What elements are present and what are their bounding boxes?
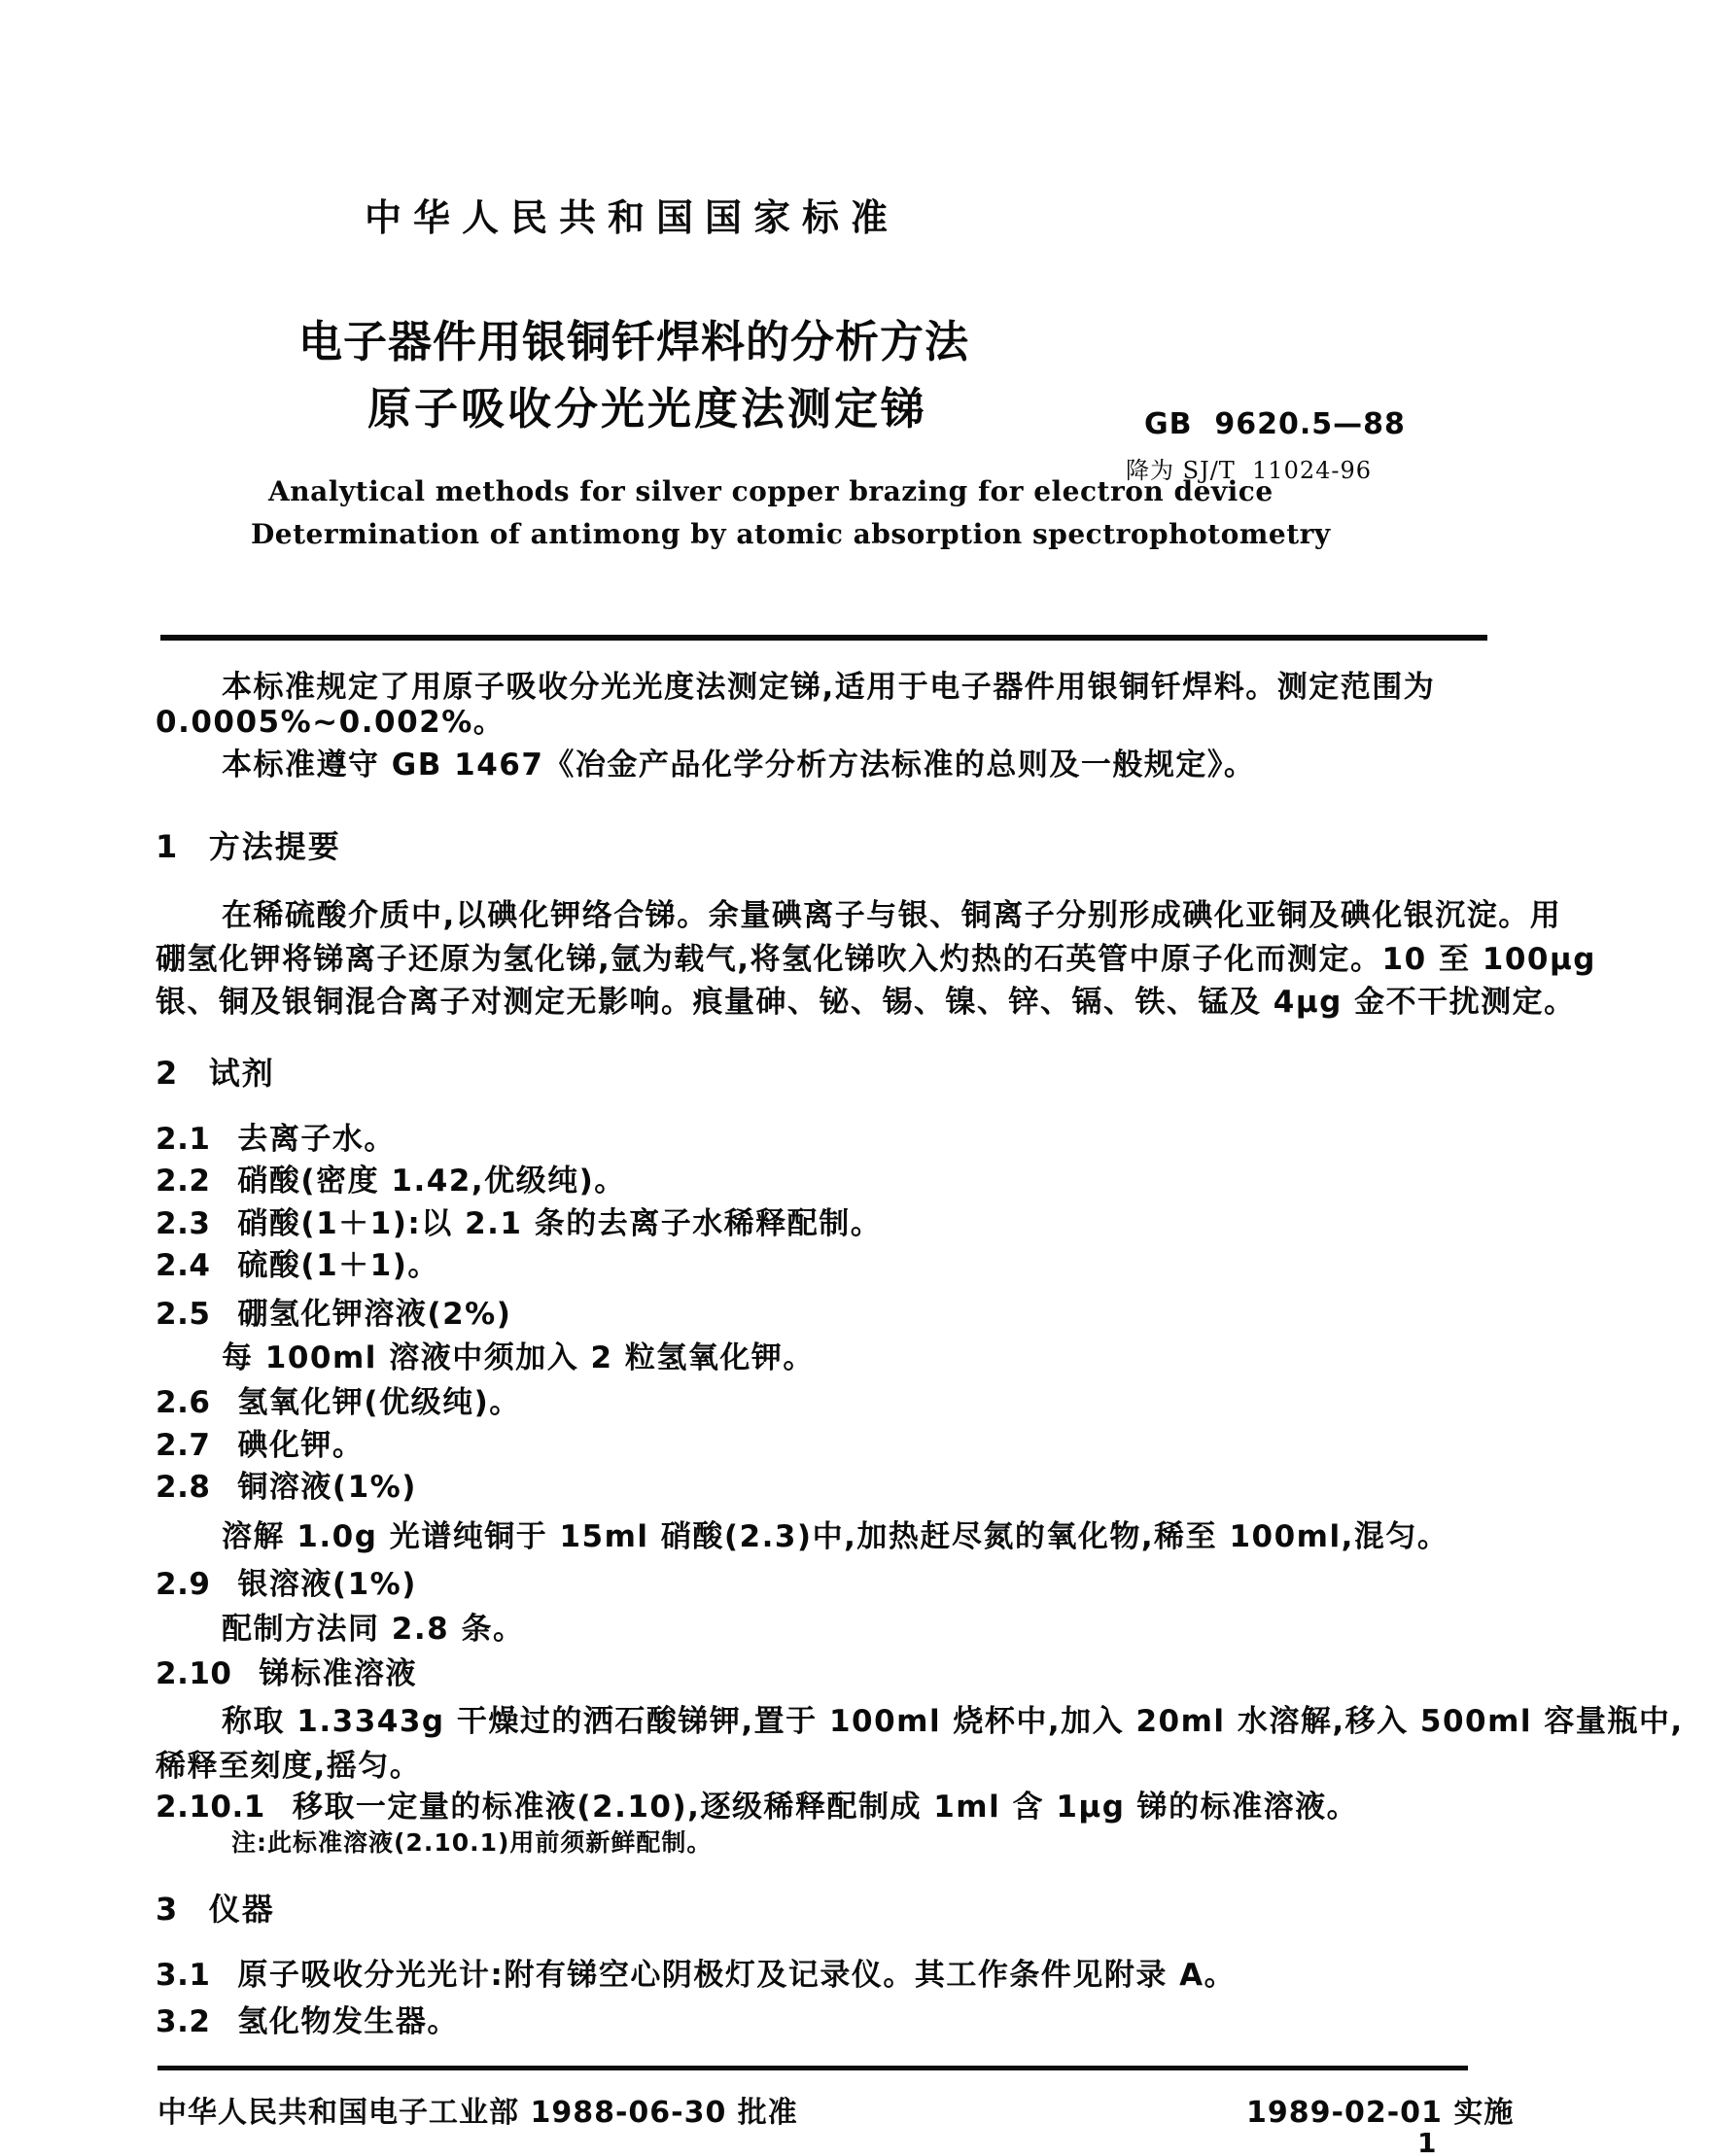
- reagent-item-2-10-1: 2.10.1 移取一定量的标准液(2.10),逐级稀释配制成 1ml 含 1μg 锑的标准溶液。: [156, 1790, 1359, 1825]
- title-chinese-line2: 原子吸收分光光度法测定锑: [367, 383, 928, 435]
- intro-paragraph2: 本标准遵守 GB 1467《冶金产品化学分析方法标准的总则及一般规定》。: [222, 748, 1256, 782]
- title-chinese-line1: 电子器件用银铜钎焊料的分析方法: [298, 316, 970, 367]
- reagent-item-2-10-continuation-line1: 称取 1.3343g 干燥过的洒石酸锑钾,置于 100ml 烧杯中,加入 20ml 水溶解,移入 500ml 容量瓶中,: [222, 1704, 1684, 1739]
- section3-number: 3: [156, 1891, 178, 1928]
- section2-number: 2: [156, 1055, 178, 1092]
- superseded-note: 降为 SJ/T 11024-96: [1126, 457, 1373, 484]
- instrument-item-3-2: 3.2 氢化物发生器。: [156, 2004, 459, 2039]
- footer-rule: [157, 2066, 1468, 2070]
- section1-line1: 在稀硫酸介质中,以碘化钾络合锑。余量碘离子与银、铜离子分别形成碘化亚铜及碘化银沉淀。用: [222, 898, 1562, 933]
- section2-title: 试剂: [208, 1055, 275, 1092]
- reagent-item-2-9-continuation: 配制方法同 2.8 条。: [222, 1612, 525, 1647]
- reagent-item-2-8: 2.8 铜溶液(1%): [156, 1470, 417, 1505]
- section2-heading: [156, 1054, 275, 1093]
- footer-implementation: 1989-02-01 实施: [1246, 2096, 1515, 2130]
- section3-title: 仪器: [208, 1891, 275, 1928]
- title-english-line2: Determination of antimong by atomic absorption spectrophotometry: [251, 518, 1331, 550]
- title-english-line1: Analytical methods for silver copper brazing for electron device: [268, 475, 1274, 507]
- header-rule: [160, 635, 1487, 641]
- section1-line3: 银、铜及银铜混合离子对测定无影响。痕量砷、铋、锡、镍、锌、镉、铁、锰及 4μg 金不干扰测定。: [156, 985, 1576, 1020]
- reagent-item-2-8-continuation: 溶解 1.0g 光谱纯铜于 15ml 硝酸(2.3)中,加热赶尽氮的氧化物,稀至 100ml,混匀。: [222, 1519, 1449, 1554]
- section1-number: 1: [156, 828, 178, 865]
- instrument-item-3-1: 3.1 原子吸收分光光计:附有锑空心阴极灯及记录仪。其工作条件见附录 A。: [156, 1958, 1237, 1993]
- reagent-item-2-7: 2.7 碘化钾。: [156, 1428, 365, 1463]
- reagent-note: 注:此标准溶液(2.10.1)用前须新鲜配制。: [231, 1828, 713, 1857]
- section1-heading: [156, 827, 341, 866]
- page-number: 1: [1417, 2127, 1437, 2156]
- reagent-item-2-1: 2.1 去离子水。: [156, 1122, 396, 1157]
- intro-paragraph1-line1: 本标准规定了用原子吸收分光光度法测定锑,适用于电子器件用银铜钎焊料。测定范围为: [222, 670, 1436, 705]
- reagent-item-2-2: 2.2 硝酸(密度 1.42,优级纯)。: [156, 1164, 626, 1199]
- reagent-item-2-10: 2.10 锑标准溶液: [156, 1656, 417, 1691]
- section1-line2: 硼氢化钾将锑离子还原为氢化锑,氩为载气,将氢化锑吹入灼热的石英管中原子化而测定。10 至 100μg: [156, 942, 1596, 977]
- reagent-item-2-9: 2.9 银溶液(1%): [156, 1567, 417, 1602]
- reagent-item-2-5: 2.5 硼氢化钾溶液(2%): [156, 1297, 512, 1332]
- standard-number: GB 9620.5—88: [1144, 407, 1406, 441]
- reagent-item-2-5-continuation: 每 100ml 溶液中须加入 2 粒氢氧化钾。: [222, 1340, 815, 1375]
- footer-approval: 中华人民共和国电子工业部 1988-06-30 批准: [157, 2096, 798, 2130]
- standard-header-title: 中华人民共和国国家标准: [365, 196, 900, 239]
- intro-paragraph1-line2: 0.0005%~0.002%。: [156, 705, 506, 740]
- reagent-item-2-4: 2.4 硫酸(1＋1)。: [156, 1248, 439, 1283]
- reagent-item-2-3: 2.3 硝酸(1＋1):以 2.1 条的去离子水稀释配制。: [156, 1206, 883, 1241]
- reagent-item-2-6: 2.6 氢氧化钾(优级纯)。: [156, 1385, 521, 1420]
- reagent-item-2-10-continuation-line2: 稀释至刻度,摇匀。: [156, 1749, 422, 1784]
- section1-title: 方法提要: [208, 828, 341, 865]
- section3-heading: [156, 1890, 275, 1929]
